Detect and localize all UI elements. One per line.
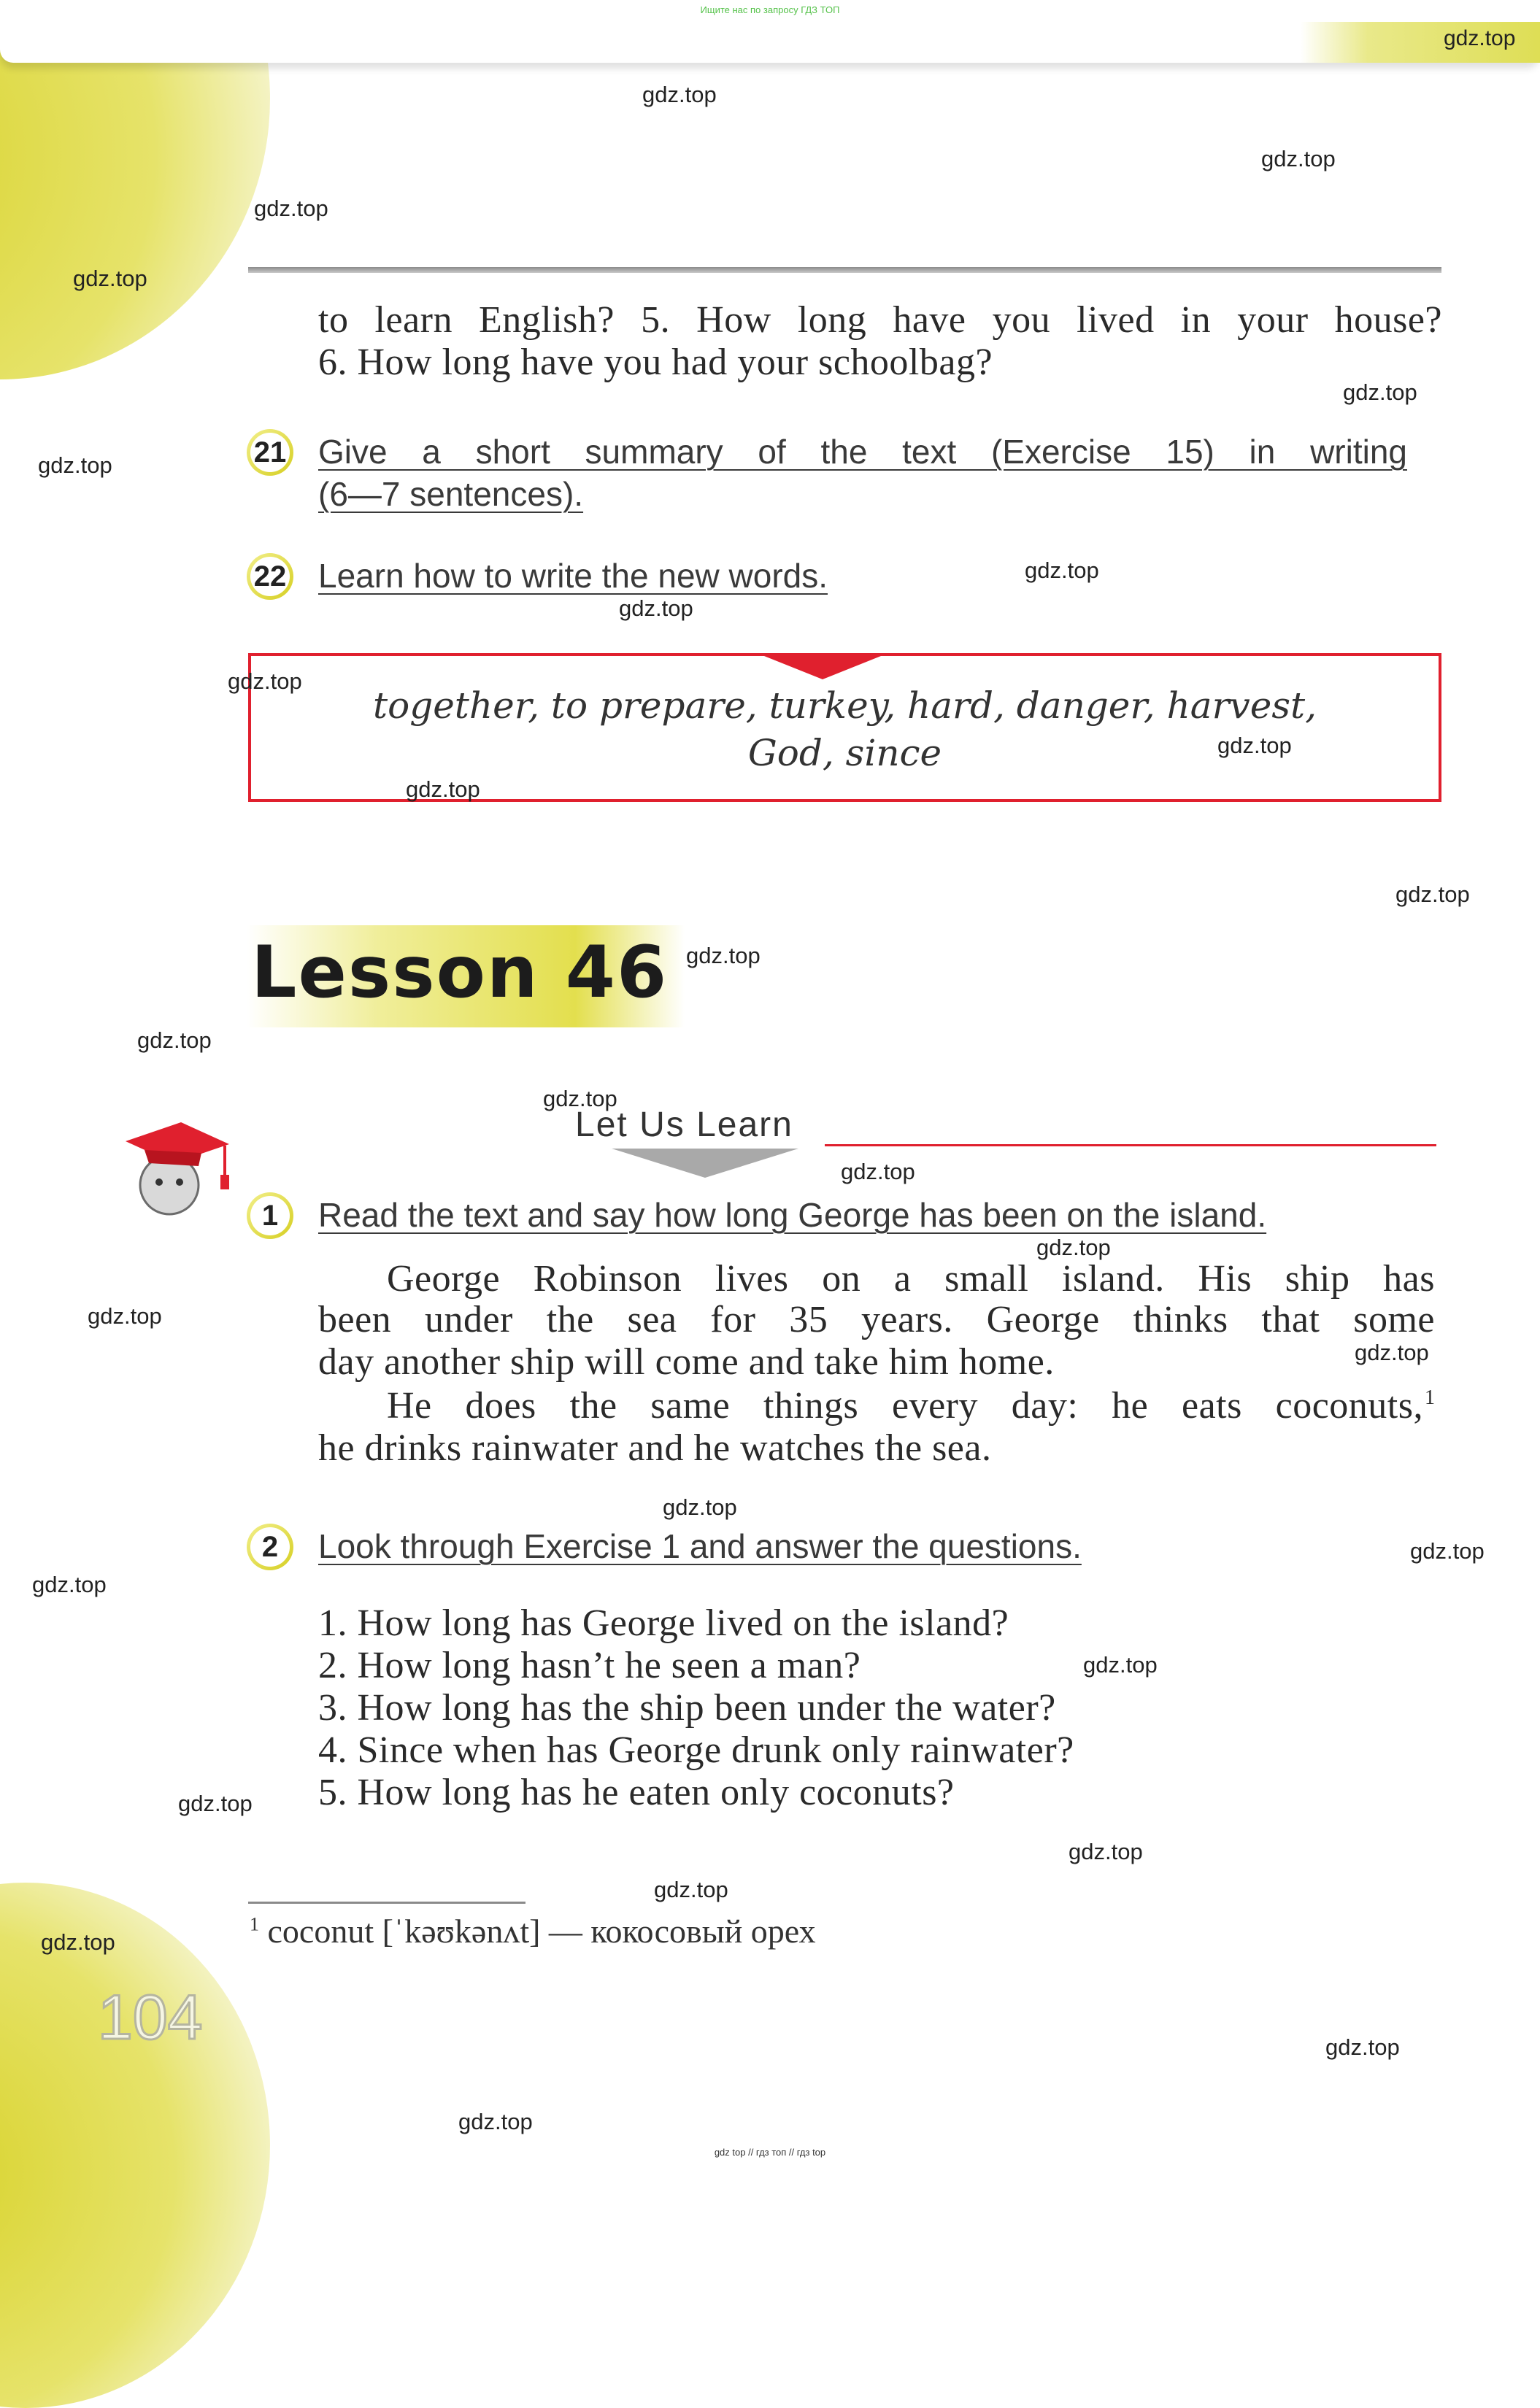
watermark: gdz.top xyxy=(1217,733,1292,758)
bottom-search-tag: gdz top // гдз топ // гдз top xyxy=(714,2147,826,2158)
watermark: gdz.top xyxy=(1261,146,1336,171)
watermark: gdz.top xyxy=(663,1494,737,1520)
watermark: gdz.top xyxy=(1069,1839,1143,1864)
exercise-2-question-1: 1. How long has George lived on the island? xyxy=(318,1602,1009,1644)
exercise-1-badge xyxy=(247,1192,293,1239)
corner-decoration-bottom xyxy=(0,1883,270,2408)
exercise-21-line-2: (6—7 sentences). xyxy=(318,475,584,513)
exercise-2-instruction: Look through Exercise 1 and answer the questions. xyxy=(318,1527,1082,1565)
watermark: gdz.top xyxy=(254,196,328,221)
footnote-text: coconut [ˈkəʊkənʌt] — кокосовый орех xyxy=(267,1913,816,1950)
watermark: gdz.top xyxy=(32,1572,107,1597)
top-search-tag: Ищите нас по запросу ГДЗ ТОП xyxy=(700,4,840,15)
exercise-21-number: 21 xyxy=(250,433,290,472)
footnote xyxy=(250,1912,816,1950)
watermark: gdz.top xyxy=(1395,881,1470,907)
new-words-arrow xyxy=(764,656,881,679)
exercise-1-text-line-3: day another ship will come and take him home. xyxy=(318,1341,1055,1383)
exercise-2-question-5: 5. How long has he eaten only coconuts? xyxy=(318,1772,955,1813)
exercise-1-text-line-2: been under the sea for 35 years. George thinks that some xyxy=(318,1299,1435,1340)
exercise-2-badge xyxy=(247,1524,293,1570)
previous-exercise-line-2: 6. How long have you had your schoolbag? xyxy=(318,341,993,383)
watermark: gdz.top xyxy=(1410,1538,1485,1564)
previous-exercise-line-1: to learn English? 5. How long have you lived in your house? xyxy=(318,299,1442,341)
exercise-2-question-3: 3. How long has the ship been under the water? xyxy=(318,1687,1056,1729)
new-words-line-1: together, to prepare, turkey, hard, danger, harvest, xyxy=(373,684,1317,727)
exercise-1-instruction: Read the text and say how long George has been on the island. xyxy=(318,1196,1267,1234)
watermark: gdz.top xyxy=(654,1877,728,1902)
watermark: gdz.top xyxy=(1036,1235,1111,1260)
exercise-22-number: 22 xyxy=(250,557,290,596)
section-heading-arrow xyxy=(612,1149,798,1178)
watermark: gdz.top xyxy=(1343,379,1417,405)
exercise-1-text-line-5: he drinks rainwater and he watches the sea. xyxy=(318,1427,992,1469)
watermark: gdz.top xyxy=(458,2109,533,2134)
footnote-mark: 1 xyxy=(250,1913,259,1935)
watermark: gdz.top xyxy=(1325,2034,1400,2060)
watermark: gdz.top xyxy=(686,943,761,968)
watermark: gdz.top xyxy=(619,595,693,621)
exercise-1-text-line-1: George Robinson lives on a small island. His ship has xyxy=(387,1258,1435,1300)
exercise-2-question-4: 4. Since when has George drunk only rainwater? xyxy=(318,1729,1074,1771)
exercise-1-number: 1 xyxy=(250,1196,290,1235)
section-heading-let-us-learn: Let Us Learn xyxy=(575,1105,793,1144)
watermark: gdz.top xyxy=(841,1159,915,1184)
watermark: gdz.top xyxy=(178,1791,253,1816)
section-divider-top xyxy=(248,267,1441,273)
exercise-21-line-1: Give a short summary of the text (Exercise 15) in writing xyxy=(318,433,1407,471)
exercise-22-text: Learn how to write the new words. xyxy=(318,557,828,595)
exercise-1-footnote-mark: 1 xyxy=(1425,1386,1435,1409)
watermark: gdz.top xyxy=(41,1929,115,1955)
watermark: gdz.top xyxy=(543,1086,617,1111)
watermark: gdz.top xyxy=(137,1027,212,1053)
watermark: gdz.top xyxy=(228,668,302,694)
footnote-rule xyxy=(248,1902,525,1904)
exercise-1-text-line-4: He does the same things every day: he eats coconuts, xyxy=(387,1385,1423,1427)
watermark: gdz.top xyxy=(1025,557,1099,583)
watermark: gdz.top xyxy=(1355,1340,1429,1365)
lesson-title: Lesson 46 xyxy=(251,931,669,1014)
exercise-21-badge xyxy=(247,429,293,476)
watermark: gdz.top xyxy=(1083,1652,1158,1678)
watermark: gdz.top xyxy=(642,82,717,107)
watermark: gdz.top xyxy=(406,776,480,802)
section-heading-rule xyxy=(825,1144,1436,1146)
brand-link[interactable]: gdz.top xyxy=(1444,26,1516,50)
watermark: gdz.top xyxy=(88,1303,162,1329)
new-words-line-2: God, since xyxy=(747,732,942,774)
page-number: 104 xyxy=(98,1983,203,2053)
exercise-2-question-2: 2. How long hasn’t he seen a man? xyxy=(318,1645,861,1686)
watermark: gdz.top xyxy=(38,452,112,478)
exercise-2-number: 2 xyxy=(250,1527,290,1567)
graduate-mascot-icon xyxy=(123,1112,232,1222)
exercise-22-badge xyxy=(247,553,293,600)
watermark: gdz.top xyxy=(73,266,147,291)
